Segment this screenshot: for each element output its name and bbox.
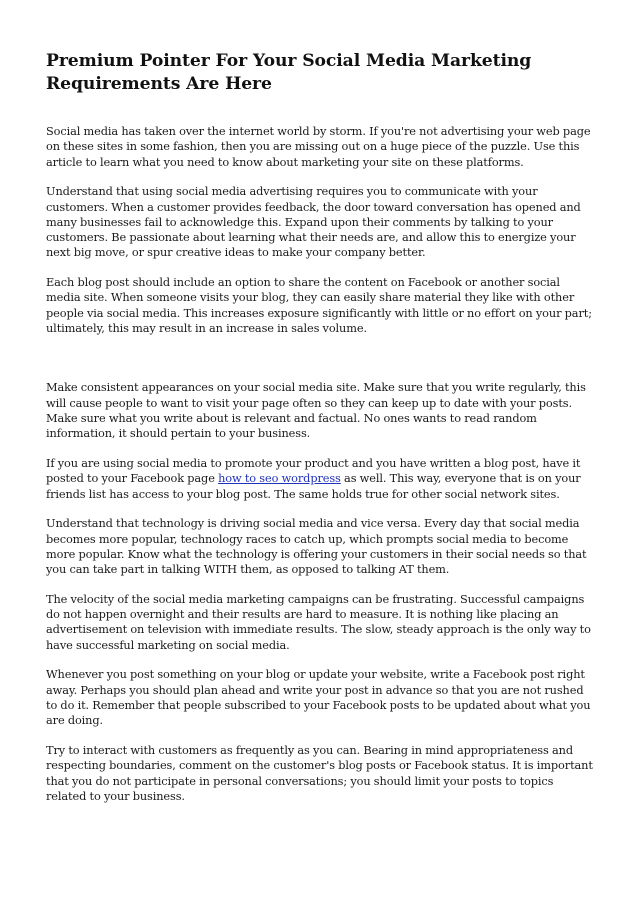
paragraph: Whenever you post something on your blog or update your website, write a Facebook post right away. Perhaps you should plan ahead and write your post in advance so that you are not rushed to do it. Remember that people subscribed to your Facebook posts to be updated about what you are doing. <box>46 667 591 728</box>
document-body <box>46 124 594 804</box>
paragraph: Understand that using social media advertising requires you to communicate with your customers. When a customer provides feedback, the door toward conversation has opened and many businesses fail to acknowledge this. Expand upon their comments by talking to your customers. Be passionate about learning what their needs are, and allow this to energize your next big move, or spur creative ideas to make your company better. <box>46 184 581 260</box>
paragraph: Each blog post should include an option to share the content on Facebook or another social media site. When someone visits your blog, they can easily share material they like with other people via social media. This increases exposure significantly with little or no effort on your part; ultimately, this may result in an increase in sales volume. <box>46 275 592 336</box>
document-page <box>46 50 594 819</box>
paragraph: Understand that technology is driving social media and vice versa. Every day that social media becomes more popular, technology races to catch up, which prompts social media to become more popular. Know what the technology is offering your customers in their social needs so that you can take part in talking WITH them, as opposed to talking AT them. <box>46 516 587 577</box>
paragraph-with-link <box>46 456 594 502</box>
paragraph: The velocity of the social media marketing campaigns can be frustrating. Successful campaigns do not happen overnight and their results are hard to measure. It is nothing like placing an advertisement on television with immediate results. The slow, steady approach is the only way to have successful marketing on social media. <box>46 591 591 652</box>
document-title: Premium Pointer For Your Social Media Marketing Requirements Are Here <box>46 51 532 94</box>
paragraph: Try to interact with customers as frequently as you can. Bearing in mind appropriateness and respecting boundaries, comment on the customer's blog posts or Facebook status. It is important that you do not participate in personal conversations; you should limit your posts to topics related to your business. <box>46 742 593 803</box>
paragraph-text: as well. This way, everyone that is on your friends list has access to your blog post. The same holds true for other social network sites. <box>46 471 581 501</box>
paragraph: Social media has taken over the internet world by storm. If you're not advertising your web page on these sites in some fashion, then you are missing out on a huge piece of the puzzle. Use this article to learn what you need to know about marketing your site on these platforms. <box>46 124 591 169</box>
seo-wordpress-link[interactable]: how to seo wordpress <box>218 471 341 486</box>
paragraph-text: If you are using social media to promote your product and you have written a blog post, have it posted to your Facebook page <box>46 455 581 486</box>
paragraph: Make consistent appearances on your social media site. Make sure that you write regularly, this will cause people to want to visit your page often so they can keep up to date with your posts. Make sure what you write about is relevant and factual. No ones wants to read random information, it should pertain to your business. <box>46 380 586 441</box>
